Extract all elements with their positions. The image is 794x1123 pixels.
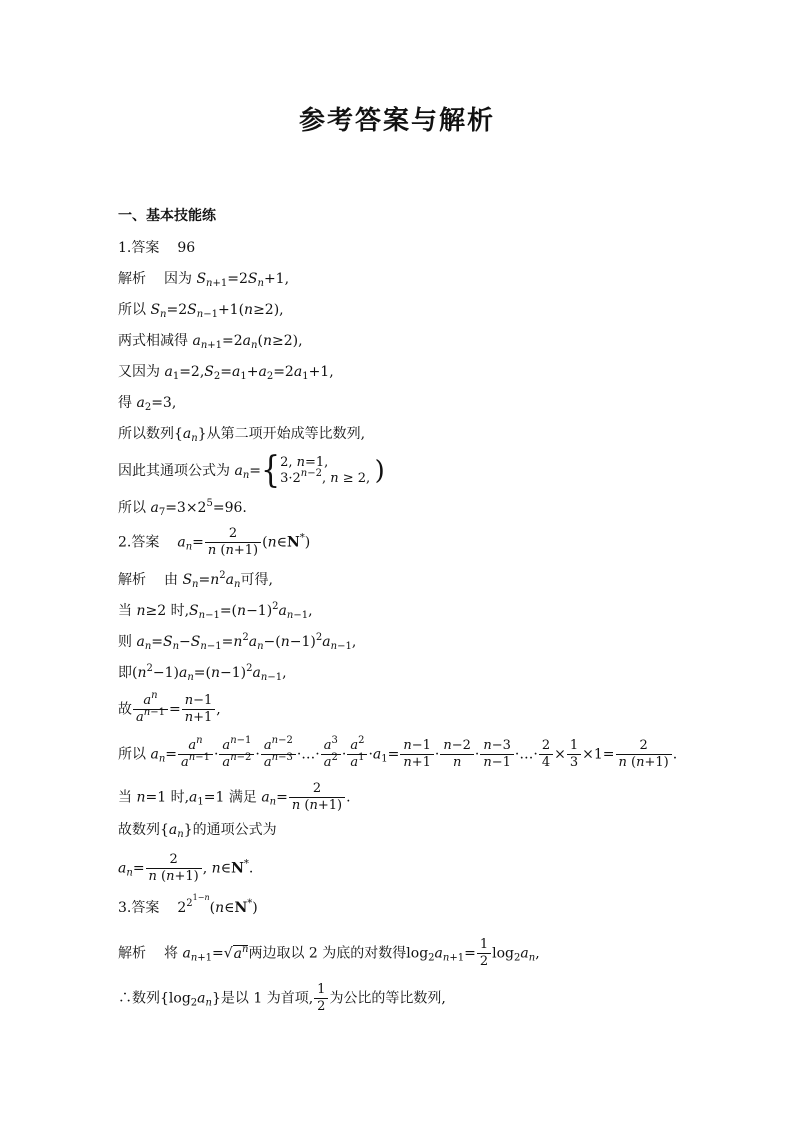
section-heading: 一、基本技能练	[118, 208, 216, 224]
q2-analysis-line-9: $a_n=$ $\frac{2}{n (n+1)}$ , n∈N*.	[118, 852, 254, 884]
q2-analysis-line-5: 故 $\frac{a^n}{a^{n-1}}$ = $\frac{n-1}{n+1}$ ,	[118, 690, 221, 725]
q1-analysis-line-1: 解析 因为 $S_{n+1}=2S_n+1$,	[118, 271, 290, 289]
q2-analysis-line-2: 当 n≥2 时$,S_{n-1}=(n-1)^2a_{n-1}$,	[118, 601, 313, 621]
q2-answer-line: 2.答案 $a_n=$ $\frac{2}{n (n+1)}$ (n∈N*)	[118, 526, 311, 558]
q2-analysis-line-3: 则 $a_n=S_n-S_{n-1}=n^2a_n-(n-1)^2a_{n-1}$,	[118, 632, 357, 652]
q2-analysis-line-4: 即$(n^2-1)a_n=(n-1)^2a_{n-1}$,	[118, 663, 287, 683]
q1-analysis-line-7: 因此其通项公式为 $a_n=${ 2, n=1, $3\cdot 2^{n-2}$, n ≥ 2, )	[118, 449, 385, 492]
q2-analysis-label: 解析	[118, 572, 146, 588]
q2-answer-label: 2.答案	[118, 534, 160, 551]
q1-answer-value: 96	[177, 240, 196, 256]
q2-analysis-line-1: 解析 由 $S_n=n^2a_n$可得,	[118, 570, 273, 590]
page-title: 参考答案与解析	[298, 106, 495, 136]
q1-analysis-line-6: 所以数列$\{a_n\}$从第二项开始成等比数列,	[118, 426, 366, 444]
q1-analysis-line-4: 又因为 $a_1=2,S_2=a_1+a_2=2a_1+1$,	[118, 364, 334, 382]
q1-analysis-line-5: 得 $a_2=3$,	[118, 395, 177, 413]
q1-analysis-line-8: 所以 $a_7=3\times 2^5=96$.	[118, 498, 247, 518]
q3-analysis-label: 解析	[118, 945, 146, 962]
q1-answer-label: 1.答案	[118, 240, 160, 256]
q1-answer-line	[118, 238, 195, 258]
q2-analysis-line-8: 故数列$\{a_n\}$的通项公式为	[118, 822, 277, 840]
q3-analysis-line-2: ∴数列$\{\log_2a_n\}$是以 1 为首项, $\frac{1}{2}$ 为公比的等比数列,	[118, 982, 446, 1014]
q2-analysis-line-6: 所以 $a_n=$ $\frac{a^n}{a^{n-1}}$ · $\frac{a^{n-1}}{a^{n-2}}$ · $\frac{a^{n-2}}{a^{n-3}}$ ·…· $\frac{a^3}{a^2}$ · $\frac{a^2}{a^1}$ $\cdot a_1=$ $\frac{n-1}{n+1}$ · $\frac{n-2}{n}$ · $\frac{n-3}{n-1}$ ·…· $\frac{2}{4}$ × $\frac{1}{3}$ ×1= $\frac{2}{n (n+1)}$ .	[118, 735, 678, 770]
q1-analysis-line-2: 所以 $S_n=2S_{n-1}+1(n\ge 2)$,	[118, 302, 284, 320]
q3-answer-label: 3.答案	[118, 900, 160, 916]
q1-analysis-label: 解析	[118, 271, 146, 287]
q2-analysis-line-7: 当 n=1 时$,a_1=1$ 满足 $a_n=$ $\frac{2}{n (n+1)}$ .	[118, 781, 351, 813]
q1-analysis-line-3: 两式相减得 $a_{n+1}=2a_n(n\ge 2)$,	[118, 333, 303, 351]
q3-answer-line: 3.答案 $2^{2^{1-n}}(n\in N^*)$	[118, 893, 258, 916]
q3-analysis-line-1: 解析 将 $a_{n+1}=√a^n$两边取以 2 为底的对数得$\log_2a_{n+1}=$ $\frac{1}{2}$ $\log_2a_n$,	[118, 937, 540, 969]
